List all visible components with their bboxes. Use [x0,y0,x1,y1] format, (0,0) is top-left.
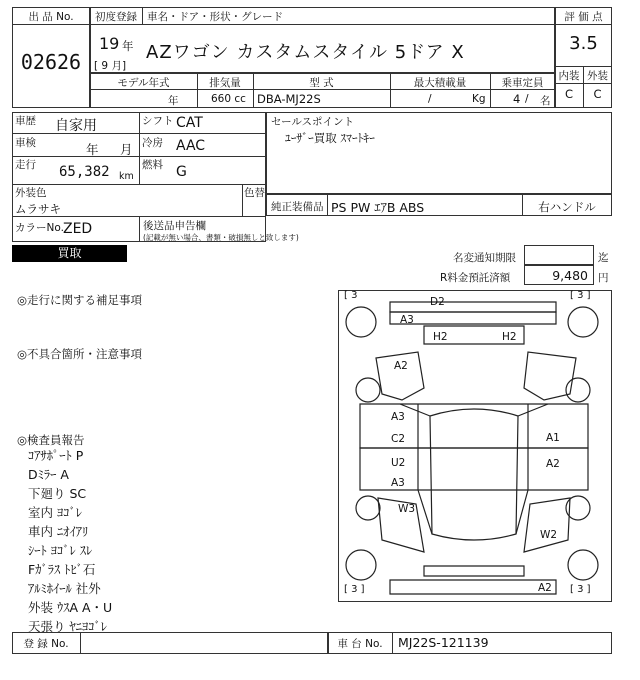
mileage-value: 65,382 [59,164,110,180]
damage-mark-c2-door: C2 [391,433,406,445]
name-change-deadline-box [524,245,594,265]
color-no-label: カラーNo. [15,222,64,234]
damage-mark-w2: W2 [540,529,558,541]
inspection-year: 年 [86,142,99,157]
recycle-fee-unit: 円 [598,272,609,284]
report-item: 下廻り SC [28,486,87,501]
inspector-report-list [28,446,112,636]
corner-label-bl: [ 3 ] [344,584,365,595]
color-label: 外装色 [15,187,47,199]
damage-mark-a3-rear-door: A3 [391,477,405,489]
exterior-label: 外装 [587,70,608,82]
wheel-rear-right [568,550,598,580]
aftermarket-note: (記載が無い場合、書類・破損無しと致します) [143,233,299,242]
handle-value: 右ハンドル [538,200,596,214]
driving-notes-heading: ◎走行に関する補足事項 [17,293,143,307]
repaint-label: 色替 [244,187,265,199]
score-label: 評 価 点 [564,11,603,23]
damage-mark-a3-door: A3 [391,411,405,423]
shift-value: CAT [176,115,203,131]
sales-point-value: ﾕｰｻﾞｰ買取 ｽﾏｰﾄｷｰ [285,131,375,145]
history-value: 自家用 [55,118,97,134]
ac-label: 冷房 [142,137,163,149]
damage-mark-d2: D2 [430,296,445,308]
purchase-badge: 買取 [12,245,127,262]
lot-number: 02626 [20,50,82,74]
damage-mark-h2-right: H2 [502,331,517,343]
car-diagram [338,290,612,602]
inspector-report-heading: ◎検査員報告 [17,433,85,447]
mileage-label: 走行 [15,159,36,171]
sales-point-label: セールスポイント [271,116,355,128]
registration-year-unit: 年 [122,39,134,53]
capacity-unit: 名 [540,95,551,107]
damage-mark-a1-right: A1 [546,432,560,444]
mileage-unit: km [119,171,134,182]
damage-mark-a2-right: A2 [546,458,560,470]
model-year-label: モデル年式 [117,77,170,89]
damage-mark-a2-rear: A2 [538,582,552,594]
interior-label: 内装 [558,70,580,82]
load-slash: / [428,93,432,105]
model-year-unit: 年 [168,95,179,107]
registration-month: [ 9 月] [94,60,127,72]
capacity-value: 4 [513,92,521,106]
wheel-rear-left [346,550,376,580]
displacement-label: 排気量 [209,77,241,89]
registration-year: 19 [99,34,120,53]
recycle-fee-label: R料金預託済額 [440,272,511,284]
damage-mark-u2-door: U2 [391,457,406,469]
color-no-value: ZED [63,221,93,237]
capacity-slash: / [525,93,529,105]
defects-heading: ◎不具合箇所・注意事項 [17,347,143,361]
report-item: 室内 ﾖｺﾞﾚ [28,505,82,520]
load-unit: Kg [472,93,486,105]
report-item: ｱﾙﾐﾎｲｰﾙ 社外 [28,581,101,596]
report-item: 天張り ﾔﾆﾖｺﾞﾚ [28,619,107,634]
report-item: Fｶﾞﾗｽ ﾄﾋﾞ石 [28,562,96,577]
first-registration-label: 初度登録 [95,11,137,23]
chassis-number-label: 車 台 No. [337,638,383,650]
displacement: 660 cc [211,93,246,105]
damage-mark-a3-front: A3 [400,314,414,326]
wheel-front-right [568,307,598,337]
shift-label: シフト [142,115,174,127]
equipment-label: 純正装備品 [271,201,324,213]
equipment-value: PS PW ｴｱB ABS [331,200,425,215]
name-change-deadline-label: 名変通知期限 [453,252,516,264]
registration-number-label: 登 録 No. [23,638,69,650]
fuel-value: G [176,164,187,180]
damage-mark-w3: W3 [398,503,416,515]
damage-mark-a2-fender: A2 [394,360,408,372]
exterior-grade: C [593,87,602,101]
model-type: DBA-MJ22S [257,92,321,106]
capacity-label: 乗車定員 [501,77,544,89]
inspection-month: 月 [120,142,133,157]
score-value: 3.5 [569,33,598,54]
type-label: 型 式 [309,77,334,89]
ac-value: AAC [176,138,206,154]
inspection-label: 車検 [15,137,36,149]
car-name-label: 車名・ドア・形状・グレード [147,11,284,23]
corner-label-tl: [ 3 [344,290,358,301]
color-value: ムラサキ [15,202,61,216]
corner-label-tr: [ 3 ] [570,290,591,301]
aftermarket-label: 後送品申告欄 [143,220,206,232]
corner-label-br: [ 3 ] [570,584,591,595]
report-item: 車内 ﾆｵｲｱﾘ [28,524,89,539]
damage-mark-h2-left: H2 [433,331,448,343]
fuel-label: 燃料 [142,159,163,171]
chassis-number-value: MJ22S-121139 [398,635,489,650]
lot-number-label: 出 品 No. [28,11,74,23]
wheel-front-left [346,307,376,337]
car-name: AZワゴン カスタムスタイル 5ドア X [146,42,465,63]
report-item: ｺｱｻﾎﾟｰﾄ P [28,448,84,463]
max-load-label: 最大積載量 [413,77,467,89]
interior-grade: C [564,87,574,101]
recycle-fee-value: 9,480 [552,268,588,283]
history-label: 車歴 [15,115,36,127]
report-item: 外装 ｳｽA A・U [28,600,113,615]
name-change-deadline-unit: 迄 [598,252,609,264]
report-item: ｼｰﾄ ﾖｺﾞﾚ ｽﾚ [28,543,93,558]
report-item: Dﾐﾗｰ A [28,467,69,482]
